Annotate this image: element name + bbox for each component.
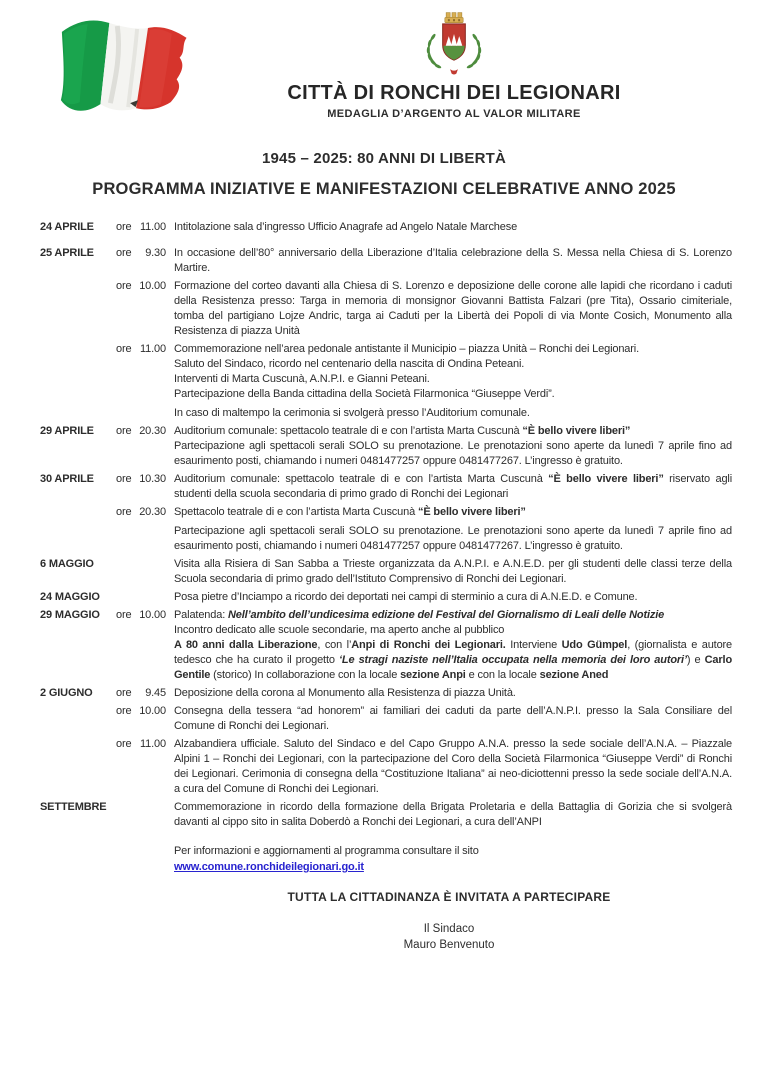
event-text: Interventi di Marta Cuscunà, A.N.P.I. e Gianni Peteani. (174, 373, 430, 385)
schedule-row (40, 472, 732, 502)
event-description (174, 472, 732, 502)
event-time (116, 800, 166, 830)
event-date: 29 APRILE (40, 425, 94, 437)
event-description (174, 557, 732, 587)
event-text: Saluto del Sindaco, ricordo nel centenario della nascita di Ondina Peteani. (174, 358, 525, 370)
event-text: Visita alla Risiera di San Sabba a Trieste organizzata da A.N.P.I. e A.N.E.D. per gli studenti delle classi terze della Scuola secondaria di primo grado dell’Istituto Comprensivo di Ronchi dei Legionari. (174, 558, 732, 585)
event-text: In occasione dell’80° anniversario della Liberazione d’Italia celebrazione della S. Messa nella Chiesa di S. Lorenzo Martire. (174, 247, 732, 274)
event-text: Auditorium comunale: spettacolo teatrale di e con l’artista Marta Cuscunà “È bello vivere liberi” (174, 425, 631, 437)
schedule-row (40, 342, 732, 421)
anniversary-title: 1945 – 2025: 80 ANNI DI LIBERTÀ (261, 150, 507, 167)
event-text: Partecipazione agli spettacoli serali SOLO su prenotazione. Le prenotazioni sono aperte da lunedì 7 aprile fino ad esaurimento posti, chiamando i numeri 0481477257 oppure 0481477267. L’ingresso è gratuito. (174, 525, 732, 552)
schedule-row (40, 505, 732, 554)
schedule (0, 220, 768, 830)
schedule-row (40, 704, 732, 734)
event-description (174, 220, 732, 235)
event-time (116, 557, 166, 587)
event-text: Commemorazione nell’area pedonale antistante il Municipio – piazza Unità – Ronchi dei Legionari. (174, 343, 639, 355)
event-text: Palatenda: Nell’ambito dell’undicesima edizione del Festival del Giornalismo di Leali delle Notizie (174, 609, 665, 621)
event-date: 24 APRILE (40, 221, 94, 233)
event-time: ore 20.30 (116, 425, 166, 437)
event-time: ore 11.00 (116, 343, 166, 355)
event-time: ore 10.00 (116, 705, 166, 717)
event-description (174, 424, 732, 469)
info-line: Per informazioni e aggiornamenti al programma consultare il sito (174, 845, 479, 857)
event-time: ore 10.30 (116, 473, 166, 485)
ronchi-city-crest-icon (407, 10, 501, 78)
event-date: 24 MAGGIO (40, 591, 100, 603)
schedule-row (40, 737, 732, 797)
event-text: Partecipazione della Banda cittadina della Società Filarmonica “Giuseppe Verdi”. (174, 388, 555, 400)
event-description (174, 342, 732, 421)
city-title: CITTÀ DI RONCHI DEI LEGIONARI (287, 82, 621, 104)
event-description (174, 686, 732, 701)
event-date: 25 APRILE (40, 247, 94, 259)
event-text: Intitolazione sala d’ingresso Ufficio Anagrafe ad Angelo Natale Marchese (174, 221, 518, 233)
event-text: In caso di maltempo la cerimonia si svolgerà presso l’Auditorium comunale. (174, 407, 530, 419)
event-date (40, 737, 108, 797)
footer-info (174, 843, 732, 875)
event-date: 6 MAGGIO (40, 558, 94, 570)
event-time: ore 9.30 (116, 247, 166, 259)
event-description (174, 279, 732, 339)
event-time: ore 11.00 (116, 738, 166, 750)
schedule-row (40, 220, 732, 235)
event-time (116, 590, 166, 605)
event-text: Commemorazione in ricordo della formazione della Brigata Proletaria e della Battaglia di Gorizia che si svolgerà davanti al cippo sito in salita Doberdò a Ronchi dei Legionari, a cura dell’ANPI (174, 801, 732, 828)
signature-block (0, 921, 768, 953)
event-text: A 80 anni dalla Liberazione, con l’Anpi di Ronchi dei Legionari. Interviene Udo Gümpel, (giornalista e autore tedesco che ha curato il progetto ‘Le stragi naziste nell’Italia occupata nella memoria dei loro autori’) e Carlo Gentile (storico) In collaborazione con la locale sezione Anpi e con la locale sezione Aned (174, 639, 733, 681)
schedule-row (40, 246, 732, 276)
website-link[interactable]: www.comune.ronchideilegionari.go.it (174, 861, 364, 873)
event-date (40, 704, 108, 734)
event-time: ore 10.00 (116, 280, 166, 292)
program-title: PROGRAMMA INIZIATIVE E MANIFESTAZIONI CELEBRATIVE ANNO 2025 (92, 180, 676, 198)
signature-role: Il Sindaco (423, 923, 475, 935)
event-description (174, 590, 732, 605)
event-text: Alzabandiera ufficiale. Saluto del Sindaco e del Capo Gruppo A.N.A. presso la sede sociale dell’A.N.A. – Piazzale Alpini 1 – Ronchi dei Legionari, con la partecipazione del Coro della Società Filarmonica “Giuseppe Verdi” di Ronchi dei Legionari. Cerimonia di consegna della “Costituzione Italiana” ai neo-diciottenni presso la sede sociale dell’A.N.A. a cura del Comune di Ronchi dei Legionari. (174, 738, 732, 795)
event-date: 2 GIUGNO (40, 687, 93, 699)
schedule-row (40, 686, 732, 701)
event-time: ore 20.30 (116, 506, 166, 518)
event-text: Incontro dedicato alle scuole secondarie, ma aperto anche al pubblico (174, 624, 505, 636)
schedule-row (40, 279, 732, 339)
event-text: Posa pietre d’Inciampo a ricordo dei deportati nei campi di sterminio a cura di A.N.E.D. e Comune. (174, 591, 638, 603)
event-date (40, 505, 108, 554)
event-description (174, 505, 732, 554)
event-time: ore 10.00 (116, 609, 166, 621)
event-date (40, 279, 108, 339)
event-date (40, 342, 108, 421)
event-date: 29 MAGGIO (40, 609, 100, 621)
event-description (174, 704, 732, 734)
event-time: ore 11.00 (116, 221, 166, 233)
event-text: Formazione del corteo davanti alla Chiesa di S. Lorenzo e deposizione delle corone alle lapidi che ricordano i caduti della Resistenza presso: Targa in memoria di monsignor Giovanni Battista Falzari (pre Tita), Ossario cimiteriale, tomba del partigiano Lojze Andric, targa ai Caduti per la Libertà dei Popoli di via Monte Cosich, Monumento alla Resistenza di piazza Unità (174, 280, 732, 337)
schedule-row (40, 608, 732, 683)
event-time: ore 9.45 (116, 687, 166, 699)
schedule-row (40, 557, 732, 587)
event-description (174, 800, 732, 830)
header-identity-block (240, 8, 768, 138)
schedule-row (40, 590, 732, 605)
event-text: Partecipazione agli spettacoli serali SOLO su prenotazione. Le prenotazioni sono aperte da lunedì 7 aprile fino ad esaurimento posti, chiamando i numeri 0481477257 oppure 0481477267. L’ingresso è gratuito. (174, 440, 732, 467)
event-text: Consegna della tessera “ad honorem” ai familiari dei caduti da parte dell’A.N.P.I. presso la Sala Consiliare del Comune di Ronchi dei Legionari. (174, 705, 732, 732)
event-description (174, 608, 732, 683)
event-date: SETTEMBRE (40, 801, 107, 813)
city-subtitle: MEDAGLIA D’ARGENTO AL VALOR MILITARE (327, 108, 581, 120)
italian-flag-icon (50, 8, 240, 138)
event-text: Auditorium comunale: spettacolo teatrale di e con l’artista Marta Cuscunà “È bello vivere liberi” riservato agli studenti della scuola secondaria di primo grado di Ronchi dei Legionari (174, 473, 732, 500)
event-text: Deposizione della corona al Monumento alla Resistenza di piazza Unità. (174, 687, 516, 699)
signature-name: Mauro Benvenuto (403, 939, 495, 951)
schedule-row (40, 800, 732, 830)
invitation-line: TUTTA LA CITTADINANZA È INVITATA A PARTECIPARE (287, 890, 611, 904)
event-description (174, 246, 732, 276)
event-text: Spettacolo teatrale di e con l’artista Marta Cuscunà “È bello vivere liberi” (174, 506, 526, 518)
event-date: 30 APRILE (40, 473, 94, 485)
schedule-row (40, 424, 732, 469)
event-description (174, 737, 732, 797)
document-header (0, 0, 768, 138)
